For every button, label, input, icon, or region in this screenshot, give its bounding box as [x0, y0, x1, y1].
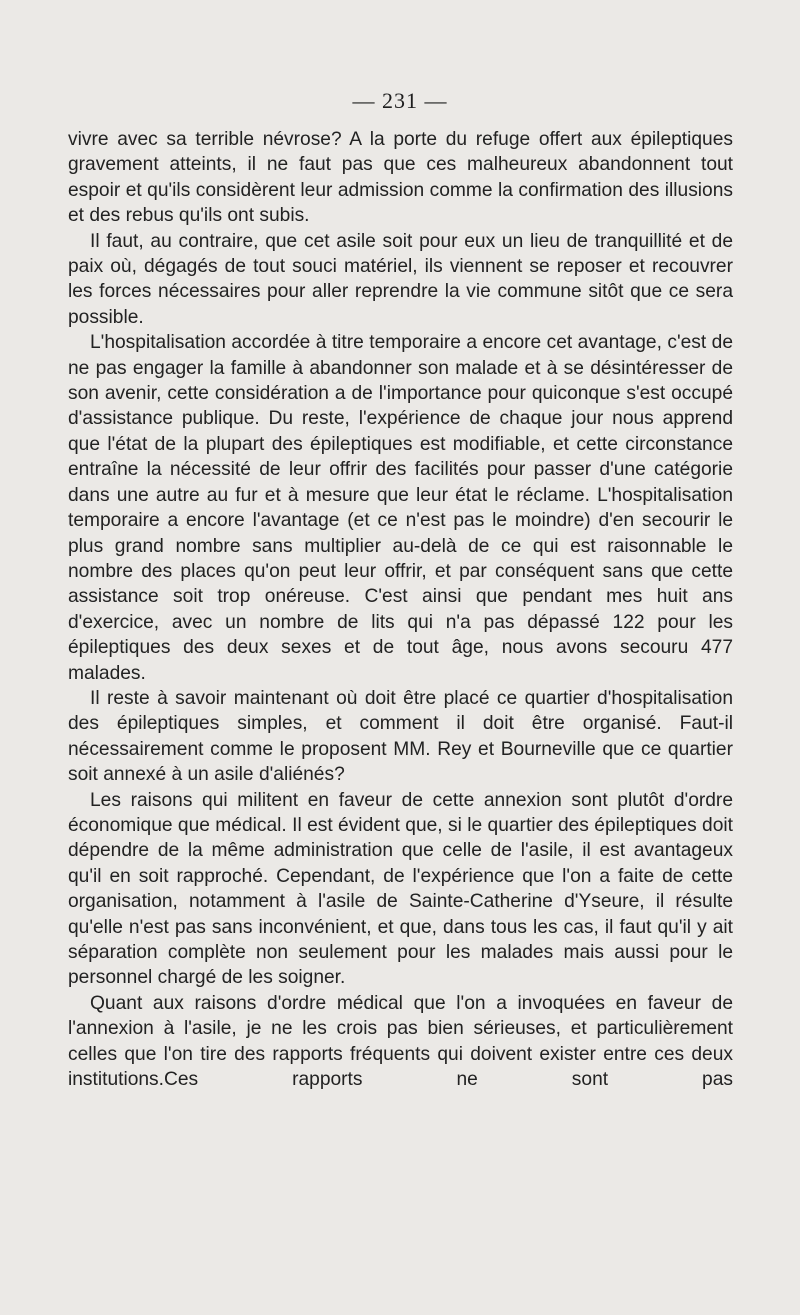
paragraph-3: L'hospitalisation accordée à titre temporaire a encore cet avantage, c'est de ne pas engager la famille à abandonner son malade et à se désintéresser de son avenir, cette considération a de l'importance pour quiconque s'est occupé d'assistance publique. Du reste, l'expérience de chaque jour nous apprend que l'état de la plupart des épileptiques est modifiable, et cette circonstance entraîne la nécessité de leur offrir des facilités pour passer d'une catégorie dans une autre au fur et à mesure que leur état le réclame. L'hospitalisation temporaire a encore l'avantage (et ce n'est pas le moindre) d'en secourir le plus grand nombre sans multiplier au-delà de ce qui est raisonnable le nombre des places qu'on peut leur offrir, et par conséquent sans que cette assistance soit trop onéreuse. C'est ainsi que pendant mes huit ans d'exercice, avec un nombre de lits qui n'a pas dépassé 122 pour les épileptiques des deux sexes et de tout âge, nous avons secouru 477 malades.: [68, 332, 733, 684]
body-text: [68, 127, 733, 1092]
page-number: — 231 —: [352, 88, 448, 113]
paragraph-6: Quant aux raisons d'ordre médical que l'on a invoquées en faveur de l'annexion à l'asile, je ne les crois pas bien sérieuses, et particulièrement celles que l'on tire des rapports fréquents qui doivent exister entre ces deux institutions.Ces rapports ne sont pas: [68, 992, 733, 1091]
paragraph-5: Les raisons qui militent en faveur de cette annexion sont plutôt d'ordre économique que médical. Il est évident que, si le quartier des épileptiques doit dépendre de la même administration que celle de l'asile, il est avantageux qu'il en soit rapproché. Cependant, de l'expérience que l'on a faite de cette organisation, notamment à l'asile de Sainte-Catherine d'Yseure, il résulte qu'elle n'est pas sans inconvénient, et que, dans tous les cas, il faut qu'il y ait séparation complète non seulement pour les malades mais aussi pour le personnel chargé de les soigner.: [68, 789, 733, 989]
paragraph-1: vivre avec sa terrible névrose? A la porte du refuge offert aux épileptiques gravement atteints, il ne faut pas que ces malheureux abandonnent tout espoir et qu'ils considèrent leur admission comme la confirmation des illusions et des rebus qu'ils ont subis.: [68, 129, 733, 227]
paragraph-2: Il faut, au contraire, que cet asile soit pour eux un lieu de tranquillité et de paix où, dégagés de tout souci matériel, ils viennent se reposer et recouvrer les forces nécessaires pour aller reprendre la vie commune sitôt que ce sera possible.: [68, 230, 733, 328]
paragraph-4: Il reste à savoir maintenant où doit être placé ce quartier d'hospitalisation des épileptiques simples, et comment il doit être organisé. Faut-il nécessairement comme le proposent MM. Rey et Bourneville que ce quartier soit annexé à un asile d'aliénés?: [68, 687, 733, 786]
